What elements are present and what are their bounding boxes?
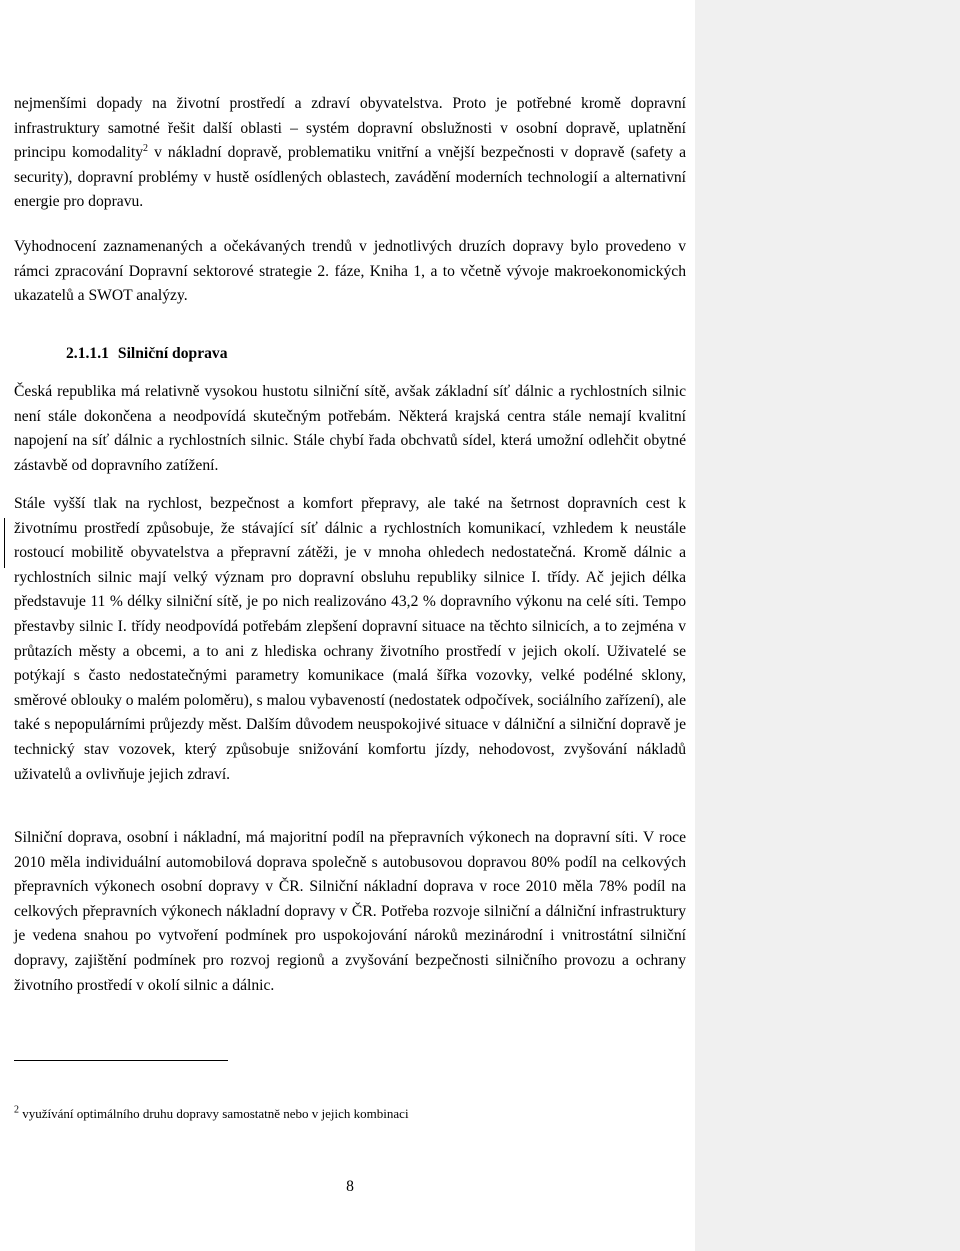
section-heading [66,342,228,366]
footnote-number: 2 [14,1104,19,1116]
section-number: 2.1.1.1 [66,345,109,362]
paragraph-road-share: Silniční doprava, osobní i nákladní, má majoritní podíl na přepravních výkonech na dopravní síti. V roce 2010 měla individuální automobilová doprava společně s autobusovou dopravou 80% podíl na celkových přepravních výkonech osobní dopravy v ČR. Silniční nákladní doprava v roce 2010 měla 78% podíl na celkových přepravních výkonech nákladní dopravy v ČR. Potřeba rozvoje silniční a dálniční infrastruktury je vedena snahou po vytvoření podmínek pro uspokojování nároků mezinárodní i vnitrostátní silniční dopravy, zajištění podmínek pro rozvoj regionů a zvyšování bezpečnosti silničního provozu a ochrany životního prostředí v okolí silnic a dálnic. [14,829,686,994]
paragraph-intro [14,92,686,215]
paragraph-intro-text-b: v nákladní dopravě, problematiku vnitřní a vnější bezpečnosti v dopravě (safety a security), dopravní problémy v hustě osídlených oblastech, zavádění moderních technologií a alternativní energie pro dopravu. [14,144,686,211]
revision-change-bar [4,518,5,568]
footnote [14,1105,409,1123]
footnote-reference[interactable]: 2 [143,143,149,154]
page-number: 8 [346,1178,354,1195]
paragraph-intro-text-a: nejmenšími dopady na životní prostředí a zdraví obyvatelstva. Proto je potřebné kromě dopravní infrastruktury samotné řešit další oblasti – systém dopravní obslužnosti v osobní dopravě, uplatnění principu komodality [14,95,686,162]
footnote-separator [14,1060,228,1061]
section-title: Silniční doprava [117,345,228,362]
paragraph-trends: Vyhodnocení zaznamenaných a očekávaných trendů v jednotlivých druzích dopravy bylo provedeno v rámci zpracování Dopravní sektorové strategie 2. fáze, Kniha 1, a to včetně vývoje makroekonomických ukazatelů a SWOT analýzy. [14,238,686,305]
footnote-text: využívání optimálního druhu dopravy samostatně nebo v jejich kombinaci [19,1106,409,1121]
paragraph-road-pressure: Stále vyšší tlak na rychlost, bezpečnost a komfort přepravy, ale také na šetrnost dopravních cest k životnímu prostředí způsobuje, že stávající síť dálnic a rychlostních komunikací, vzhledem k neustále rostoucí mobilitě obyvatelstva a přepravní zátěži, je v mnoha ohledech nedostatečná. Kromě dálnic a rychlostních silnic mají velký význam pro dopravní obsluhu republiky silnice I. třídy. Ač jejich délka představuje 11 % délky silniční sítě, je po nich realizováno 43,2 % dopravního výkonu na celé síti. Tempo přestavby silnic I. třídy neodpovídá potřebám zlepšení dopravní situace na těchto silnicích, a to zejména v průtazích městy a obcemi, a to ani z hlediska ochrany životního prostředí v jejich okolí. Uživatelé se potýkají s často nedostatečnými parametry komunikace (malá šířka vozovky, velké podélné sklony, směrové oblouky o malém poloměru), s malou vybaveností (nedostatek odpočívek, sociálního zařízení), ale také s nepopulárními průjezdy měst. Dalším důvodem neuspokojivé situace v dálniční a silniční dopravě je technický stav vozovek, který způsobuje snižování komfortu jízdy, nehodovost, zvyšování nákladů uživatelů a ovlivňuje jejich zdraví. [14,495,686,783]
paragraph-road-network: Česká republika má relativně vysokou hustotu silniční sítě, avšak základní síť dálnic a rychlostních silnic není stále dokončena a neodpovídá skutečným potřebám. Některá krajská centra stále nemají kvalitní napojení na síť dálnic a rychlostních silnic. Stále chybí řada obchvatů sídel, která umožní odlehčit obytné zástavbě od dopravního zatížení. [14,383,686,474]
comment-margin-pane[interactable] [695,0,960,1251]
